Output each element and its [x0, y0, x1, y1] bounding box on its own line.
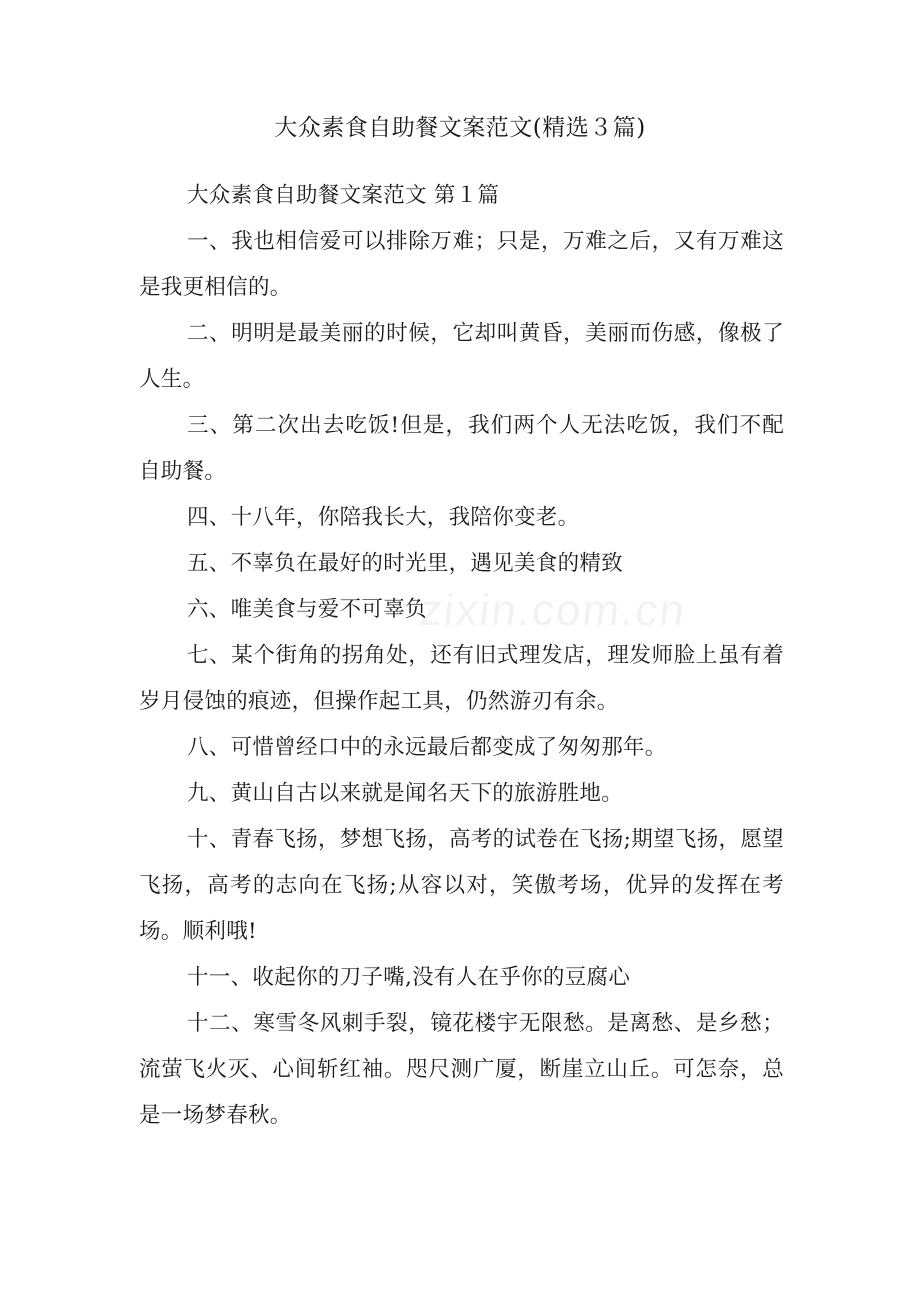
section-heading: 大众素食自助餐文案范文 第１篇: [187, 183, 500, 208]
paragraph-9: 九、黄山自古以来就是闻名天下的旅游胜地。: [187, 781, 624, 806]
paragraph-7: 七、某个街角的拐角处，还有旧式理发店，理发师脸上虽有着岁月侵蚀的痕迹，但操作起工具，仍然游刃有余。: [139, 643, 784, 714]
paragraph-6: 六、唯美食与爱不可辜负: [187, 597, 427, 622]
paragraph-8: 八、可惜曾经口中的永远最后都变成了匆匆那年。: [187, 735, 667, 760]
document-body: [139, 173, 784, 1139]
paragraph-1: 一、我也相信爱可以排除万难；只是，万难之后，又有万难这是我更相信的。: [139, 229, 784, 300]
paragraph-5: 五、不辜负在最好的时光里，遇见美食的精致: [187, 551, 624, 576]
watermark: zixin.com.cn: [417, 586, 689, 635]
paragraph-3: 三、第二次出去吃饭!但是，我们两个人无法吃饭，我们不配自助餐。: [139, 413, 784, 484]
paragraph-11: 十一、收起你的刀子嘴,没有人在乎你的豆腐心: [187, 965, 631, 990]
paragraph-10: 十、青春飞扬，梦想飞扬，高考的试卷在飞扬;期望飞扬，愿望飞扬，高考的志向在飞扬;从容以对，笑傲考场，优异的发挥在考场。顺利哦!: [139, 827, 784, 944]
document-title: 大众素食自助餐文案范文(精选３篇): [274, 115, 646, 141]
paragraph-4: 四、十八年，你陪我长大，我陪你变老。: [187, 505, 580, 530]
paragraph-12: 十二、寒雪冬风刺手裂，镜花楼宇无限愁。是离愁、是乡愁；流萤飞火灭、心间斩红袖。咫尺测广厦，断崖立山丘。可怎奈，总是一场梦春秋。: [139, 1011, 784, 1128]
paragraph-2: 二、明明是最美丽的时候，它却叫黄昏，美丽而伤感，像极了人生。: [139, 321, 784, 392]
